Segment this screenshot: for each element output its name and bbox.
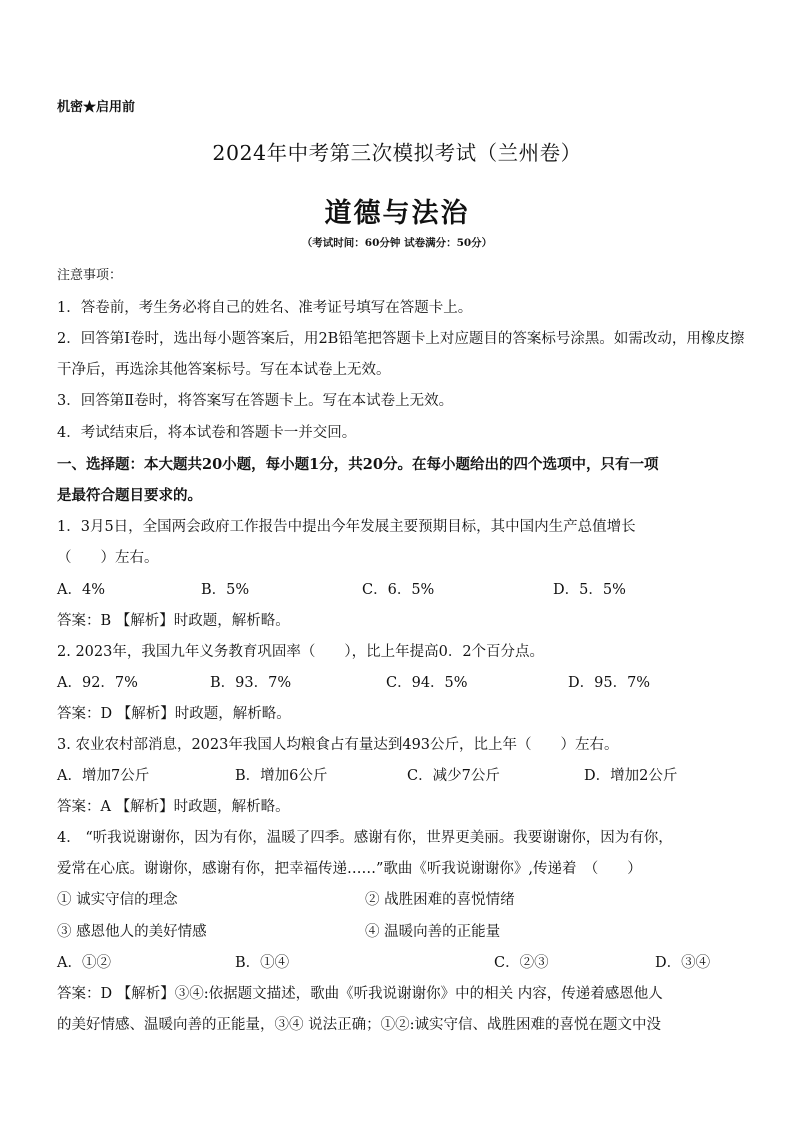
q4-stem-cont: 爱常在心底。谢谢你，感谢有你，把幸福传递……”歌曲《听我说谢谢你》,传递着 （ ） (57, 861, 642, 877)
q3-option-b: B．增加6公斤 (235, 768, 328, 784)
q4-item-4: ④ 温暖向善的正能量 (365, 924, 501, 940)
q4-stem: 4． “听我说谢谢你，因为有你，温暖了四季。感谢有你，世界更美丽。我要谢谢你，因为有你， (57, 830, 673, 846)
exam-info: （考试时间：60分钟 试卷满分：50分） (301, 237, 493, 249)
q3-option-a: A．增加7公斤 (57, 768, 150, 784)
q1-option-d: D．5．5% (553, 582, 626, 598)
q3-option-c: C．减少7公斤 (407, 768, 500, 784)
q2-option-c: C．94．5% (386, 675, 468, 691)
section-heading-cont: 是最符合题目要求的。 (57, 487, 202, 504)
q4-item-2: ② 战胜困难的喜悦情绪 (365, 892, 515, 908)
q1-stem-cont: （ ）左右。 (57, 550, 159, 566)
note-2-cont: 干净后，再选涂其他答案标号。写在本试卷上无效。 (57, 362, 391, 378)
q4-item-3: ③ 感恩他人的美好情感 (57, 924, 207, 940)
exam-title: 2024年中考第三次模拟考试（兰州卷） (212, 141, 582, 165)
q2-option-a: A．92．7% (57, 675, 138, 691)
q2-option-b: B．93．7% (210, 675, 292, 691)
note-4: 4．考试结束后，将本试卷和答题卡一并交回。 (57, 425, 357, 441)
subject-title: 道德与法治 (324, 198, 470, 229)
q1-answer (57, 611, 747, 631)
q2-option-d: D．95．7% (568, 675, 651, 691)
q2-answer-tag: 【解析】 (116, 706, 175, 722)
q4-option-c: C．②③ (494, 955, 549, 971)
q2-answer (57, 704, 747, 724)
section-heading: 一、选择题：本大题共20小题，每小题1分，共20分。在每小题给出的四个选项中，只有一项 (57, 456, 659, 473)
q4-option-a: A．①② (57, 955, 111, 971)
q1-answer-text: 时政题，解析略。 (173, 613, 290, 629)
q1-option-a: A．4% (57, 582, 105, 598)
confidential-header: 机密★启用前 (57, 100, 136, 115)
q3-option-d: D．增加2公斤 (584, 768, 678, 784)
q4-item-1: ① 诚实守信的理念 (57, 892, 178, 908)
notes-title: 注意事项： (57, 268, 123, 283)
q4-option-d: D．③④ (655, 955, 711, 971)
q3-answer-prefix: 答案：A (57, 799, 111, 815)
q3-answer-tag: 【解析】 (115, 799, 174, 815)
q2-answer-text: 时政题，解析略。 (174, 706, 291, 722)
q2-answer-prefix: 答案：D (57, 706, 113, 722)
q1-stem: 1．3月5日，全国两会政府工作报告中提出今年发展主要预期目标，其中国内生产总值增长 (57, 519, 636, 535)
q2-stem: 2. 2023年，我国九年义务教育巩固率（ ），比上年提高0．2个百分点。 (57, 644, 545, 660)
q1-answer-prefix: 答案：B (57, 613, 112, 629)
q1-answer-tag: 【解析】 (115, 613, 174, 629)
note-2: 2．回答第Ⅰ卷时，选出每小题答案后，用2B铅笔把答题卡上对应题目的答案标号涂黑。如需改动，用橡皮擦 (57, 331, 745, 347)
q3-answer (57, 797, 747, 817)
note-3: 3．回答第Ⅱ卷时，将答案写在答题卡上。写在本试卷上无效。 (57, 393, 454, 409)
q4-answer-cont: 的美好情感、温暖向善的正能量，③④ 说法正确；①②:诚实守信、战胜困难的喜悦在题文中没 (57, 1017, 661, 1033)
q3-stem: 3. 农业农村部消息，2023年我国人均粮食占有量达到493公斤，比上年（ ）左右。 (57, 737, 619, 753)
q4-option-b: B．①④ (235, 955, 290, 971)
q1-option-b: B．5% (201, 582, 250, 598)
note-1: 1．答卷前，考生务必将自己的姓名、准考证号填写在答题卡上。 (57, 300, 473, 316)
q4-answer: 答案：D 【解析】③④:依据题文描述，歌曲《听我说谢谢你》中的相关 内容，传递着感恩他人 (57, 986, 663, 1002)
q3-answer-text: 时政题，解析略。 (173, 799, 290, 815)
q1-option-c: C．6．5% (362, 582, 435, 598)
